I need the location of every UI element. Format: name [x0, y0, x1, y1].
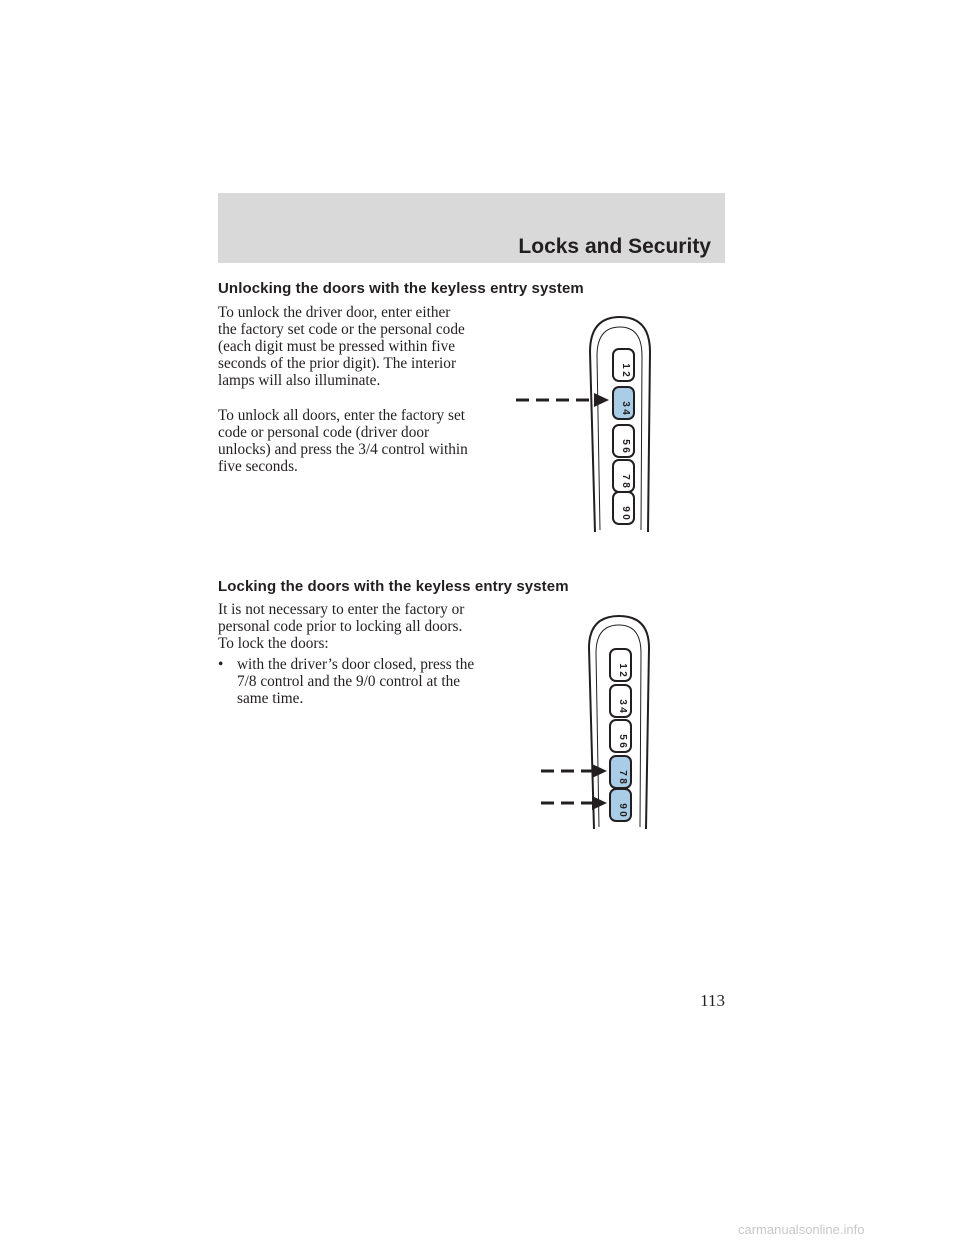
unlock-paragraph-2: To unlock all doors, enter the factory set code or personal code (driver door unlocks) and press the 3/4 control within five seconds. [218, 407, 468, 475]
key-label: 5 [617, 734, 628, 740]
key-label: 9 [617, 803, 628, 809]
keypad-figure-lock [533, 613, 653, 831]
key-label: 1 [617, 663, 628, 669]
key-label: 2 [617, 671, 628, 677]
arrow-icon [516, 393, 609, 407]
keypad-figure-unlock [510, 312, 660, 534]
lock-paragraph: It is not necessary to enter the factory or personal code prior to locking all doors. To lock the doors: [218, 601, 465, 652]
watermark: carmanualsonline.info [738, 1222, 865, 1237]
lock-heading: Locking the doors with the keyless entry system [218, 578, 569, 595]
key-label: 9 [620, 506, 631, 512]
unlock-paragraph-1: To unlock the driver door, enter either the factory set code or the personal code (each digit must be pressed within five seconds of the prior digit). The interior lamps will also illuminate. [218, 304, 465, 389]
section-title: Locks and Security [518, 235, 711, 258]
key-label: 6 [620, 447, 631, 453]
key-label: 5 [620, 439, 631, 445]
key-label: 3 [617, 699, 628, 705]
key-label: 7 [620, 474, 631, 480]
lock-bullet-text: with the driver’s door closed, press the 7/8 control and the 9/0 control at the same time. [237, 656, 475, 707]
key-label: 0 [617, 811, 628, 817]
key-label: 3 [620, 401, 631, 407]
key-label: 4 [617, 707, 628, 713]
section-header-band [218, 193, 725, 263]
page-number: 113 [700, 991, 725, 1010]
key-label: 4 [620, 409, 631, 415]
bullet-marker: • [218, 656, 224, 673]
key-label: 8 [617, 778, 628, 784]
key-label: 2 [620, 371, 631, 377]
unlock-heading: Unlocking the doors with the keyless entry system [218, 280, 584, 297]
key-label: 0 [620, 514, 631, 520]
key-label: 6 [617, 742, 628, 748]
key-label: 7 [617, 770, 628, 776]
key-label: 1 [620, 363, 631, 369]
key-label: 8 [620, 482, 631, 488]
